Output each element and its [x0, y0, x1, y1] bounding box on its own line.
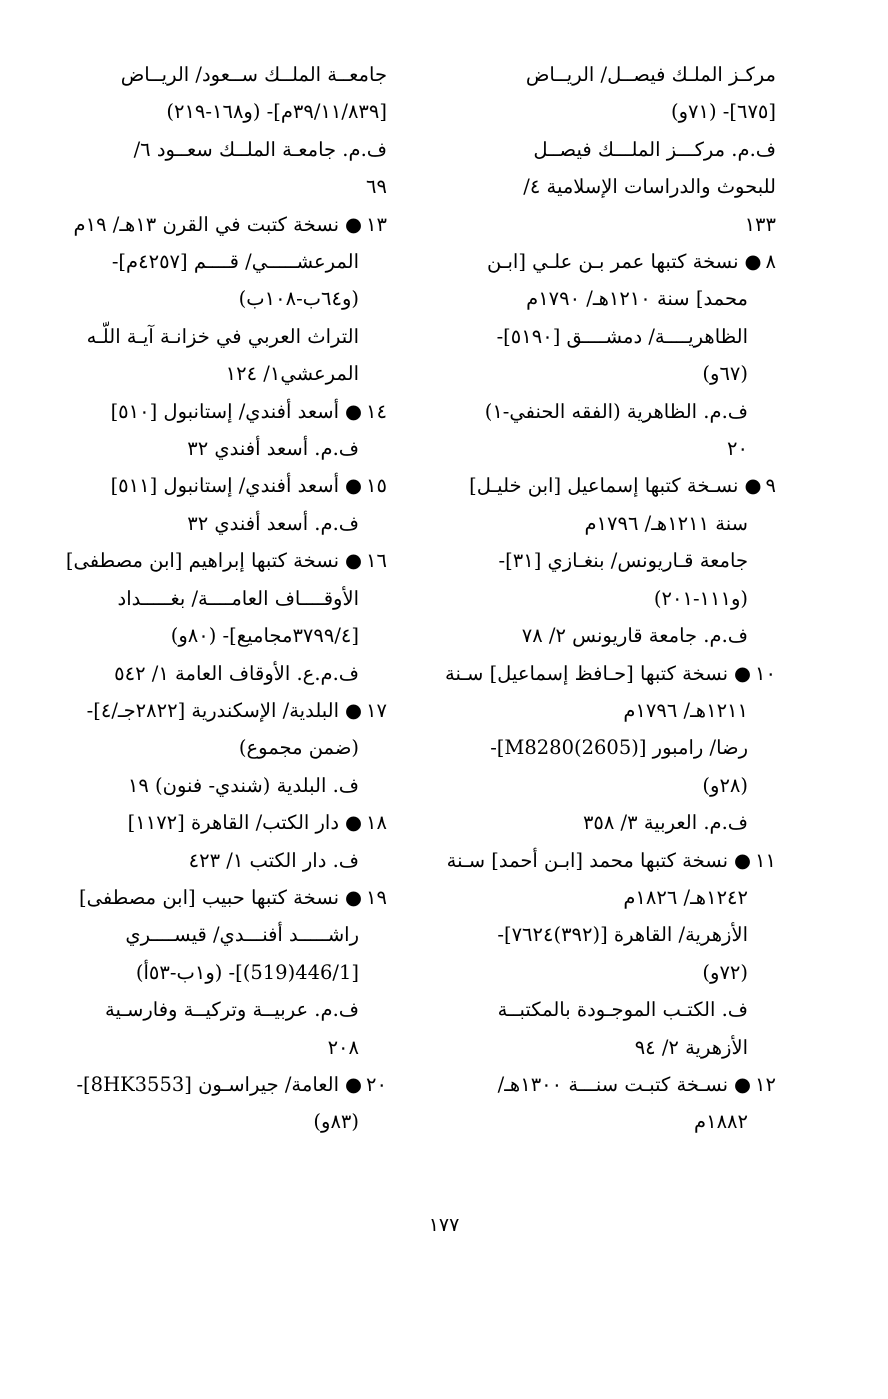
entry-text: نسخة كتبت في القرن ١٣هـ/ ١٩م: [73, 212, 340, 236]
continued-entry: [47, 56, 387, 206]
entry-line: [47, 393, 387, 430]
entry-line: محمد] سنة ١٢١٠هـ/ ١٧٩٠م: [526, 287, 748, 311]
entry-line: للبحوث والدراسات الإسلامية ٤/: [523, 175, 776, 199]
entry-line: التراث العربي في خزانـة آيـة اللّـه: [86, 324, 359, 348]
bullet-icon: ●: [345, 399, 363, 423]
entry-line: ١٢١١هـ/ ١٧٩٦م: [623, 698, 748, 722]
bullet-icon: ●: [345, 698, 363, 722]
entry-line: [436, 243, 776, 280]
entry-line: ف.م. الظاهرية (الفقه الحنفي-١): [484, 399, 748, 423]
entry-number: ١١: [755, 848, 776, 872]
entry-line: ١٣٣: [744, 212, 776, 236]
entry-line: [47, 542, 387, 579]
entry-number: ٩: [765, 474, 776, 498]
entry-line: (و١١١-٢٠١): [653, 586, 748, 610]
manuscript-entry: [47, 467, 387, 542]
entry-text: نسخة كتبها حبيب [ابن مصطفى]: [79, 885, 340, 909]
entry-text: نسخة كتبها إبراهيم [ابن مصطفى]: [65, 549, 340, 573]
page-number: ١٧٧: [428, 1214, 460, 1236]
entry-number: ١٥: [366, 474, 387, 498]
entry-line: ف. الكتـب الموجـودة بالمكتبــة: [497, 998, 748, 1022]
entry-line: [٦٧٥]- (٧١و): [670, 100, 776, 124]
entry-line: الأزهرية ٢/ ٩٤: [634, 1035, 748, 1059]
bullet-icon: ●: [345, 212, 363, 236]
entry-line: سنة ١٢١١هـ/ ١٧٩٦م: [584, 511, 748, 535]
bullet-icon: ●: [744, 250, 762, 274]
bullet-icon: ●: [734, 848, 752, 872]
entry-line: [47, 206, 387, 243]
entry-number: ١٦: [366, 549, 387, 573]
manuscript-entry: [47, 542, 387, 692]
entry-line: رضا/ رامبور [M8280(2605)]-: [490, 736, 748, 760]
bullet-icon: ●: [345, 1072, 363, 1096]
entry-line: (٨٣و): [313, 1110, 359, 1134]
entry-text: نسخة كتبها عمر بـن علـي [ابـن: [486, 250, 739, 274]
entry-line: [٣٩/١١/٨٣٩م]- (و١٦٨-٢١٩): [166, 100, 387, 124]
entry-text: نسخة كتبها [حـافظ إسماعيل] سـنة: [444, 661, 729, 685]
entry-number: ١٢: [755, 1072, 776, 1096]
entry-line: ف.م. جامعـة الملــك سعــود ٦/: [133, 137, 387, 161]
manuscript-entry: [47, 692, 387, 804]
bullet-icon: ●: [744, 474, 762, 498]
entry-line: (٦٧و): [702, 362, 748, 386]
manuscript-entry: [436, 655, 776, 842]
entry-line: [47, 1066, 387, 1103]
entry-line: ٦٩: [366, 175, 387, 199]
entry-text: نسخة كتبها محمد [ابـن أحمد] سـنة: [446, 848, 729, 872]
entry-number: ٢٠: [366, 1072, 387, 1096]
entry-line: المرعشـــــي/ قــــم [٤٢٥٧م]-: [111, 250, 359, 274]
entry-text: دار الكتب/ القاهرة [١١٧٢]: [127, 811, 340, 835]
entry-line: [436, 467, 776, 504]
entry-line: (٢٨و): [702, 773, 748, 797]
entry-text: العامة/ جيراسـون [8HK3553]-: [76, 1072, 340, 1096]
entry-line: الأزهرية/ القاهرة [(٣٩٢)٧٦٢٤]-: [497, 923, 748, 947]
entry-line: ٢٠: [727, 437, 748, 461]
bullet-icon: ●: [345, 549, 363, 573]
entry-line: جامعــة الملــك ســعود/ الريــاض: [120, 63, 387, 86]
bullet-icon: ●: [345, 811, 363, 835]
entry-line: المرعشي١/ ١٢٤: [225, 362, 359, 386]
left-column: [47, 56, 387, 1141]
bullet-icon: ●: [345, 885, 363, 909]
entry-number: ١٠: [755, 661, 776, 685]
entry-line: راشـــــد أفنـــدي/ قيســــري: [125, 923, 359, 947]
entry-line: [446/1(519)]- (و١ب-٥٣أ): [135, 960, 359, 984]
entry-line: ف.م. العربية ٣/ ٣٥٨: [582, 811, 748, 835]
entry-line: الأوقــــاف العامــــة/ بغـــــداد: [117, 586, 359, 610]
entry-line: مركـز الملـك فيصــل/ الريــاض: [525, 63, 776, 86]
entry-line: ف. البلدية (شندي- فنون) ١٩: [127, 773, 359, 797]
entry-number: ١٣: [366, 212, 387, 236]
manuscript-entry: [47, 879, 387, 1066]
entry-line: (ضمن مجموع): [238, 736, 359, 760]
entry-line: ف.م. أسعد أفندي ٣٢: [187, 437, 359, 461]
entry-line: ف.م.ع. الأوقاف العامة ١/ ٥٤٢: [114, 661, 359, 685]
manuscript-entry: [436, 243, 776, 467]
entry-text: نسـخة كتبـت سنـــة ١٣٠٠هـ/: [497, 1072, 729, 1096]
manuscript-entry: [47, 206, 387, 393]
entry-line: [436, 842, 776, 879]
manuscript-entry: [436, 467, 776, 654]
entry-line: [47, 879, 387, 916]
entry-line: [47, 692, 387, 729]
manuscript-entry: [47, 393, 387, 468]
entry-number: ١٩: [366, 885, 387, 909]
entry-line: الظاهريــــة/ دمشــــق [٥١٩٠]-: [496, 324, 748, 348]
manuscript-entry: [436, 1066, 776, 1141]
entry-line: ١٢٤٢هـ/ ١٨٢٦م: [623, 885, 748, 909]
continued-entry: [436, 56, 776, 243]
entry-line: جامعة قـاريونس/ بنغـازي [٣١]-: [498, 549, 748, 573]
entry-number: ١٤: [366, 399, 387, 423]
entry-line: (٧٢و): [702, 960, 748, 984]
right-column: [436, 56, 776, 1141]
entry-text: نسـخة كتبها إسماعيل [ابن خليـل]: [469, 474, 739, 498]
manuscript-entry: [436, 842, 776, 1066]
entry-line: [436, 655, 776, 692]
entry-line: [47, 467, 387, 504]
bullet-icon: ●: [734, 1072, 752, 1096]
entry-number: ١٨: [366, 811, 387, 835]
entry-line: ف. دار الكتب ١/ ٤٢٣: [188, 848, 359, 872]
entry-text: البلدية/ الإسكندرية [٢٨٢٢جـ/٤]-: [86, 698, 340, 722]
entry-line: [436, 1066, 776, 1103]
entry-line: [٣٧٩٩/٤مجاميع]- (٨٠و): [170, 624, 359, 648]
entry-text: أسعد أفندي/ إستانبول [٥١١]: [110, 474, 340, 498]
entry-line: ١٨٨٢م: [694, 1110, 748, 1134]
entry-line: ف.م. مركـــز الملـــك فيصــل: [533, 137, 776, 161]
bullet-icon: ●: [345, 474, 363, 498]
entry-line: ف.م. أسعد أفندي ٣٢: [187, 511, 359, 535]
manuscript-entry: [47, 1066, 387, 1141]
entry-number: ١٧: [366, 698, 387, 722]
bullet-icon: ●: [734, 661, 752, 685]
entry-text: أسعد أفندي/ إستانبول [٥١٠]: [110, 399, 340, 423]
entry-line: ف.م. عربيــة وتركيــة وفارسـية: [104, 998, 359, 1022]
entry-line: (و٦٤ب-١٠٨ب): [238, 287, 359, 311]
entry-number: ٨: [765, 250, 776, 274]
manuscript-entry: [47, 804, 387, 879]
entry-line: ٢٠٨: [327, 1035, 359, 1059]
entry-line: ف.م. جامعة قاريونس ٢/ ٧٨: [521, 624, 748, 648]
entry-line: [47, 804, 387, 841]
